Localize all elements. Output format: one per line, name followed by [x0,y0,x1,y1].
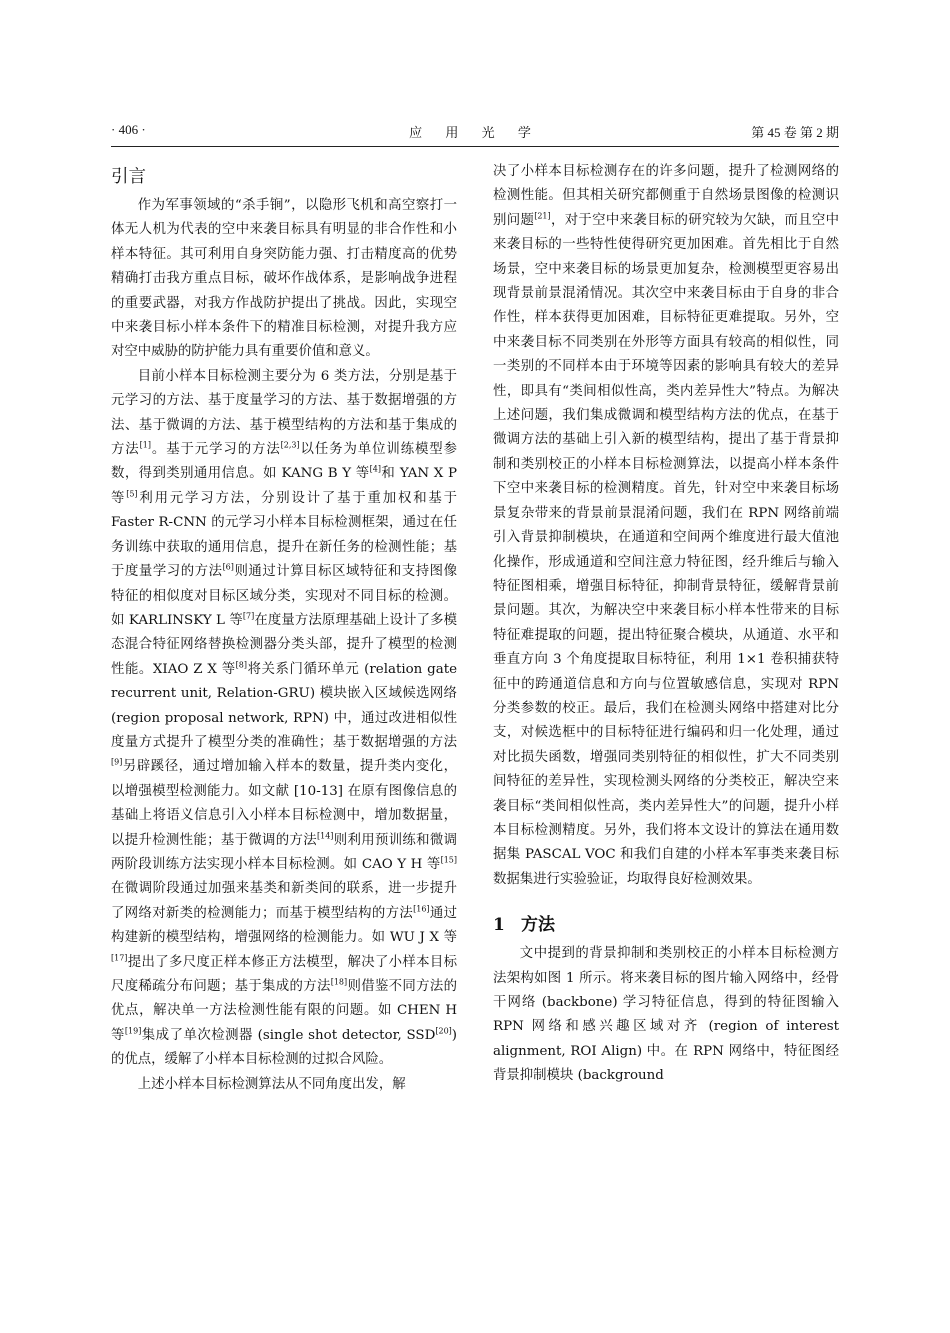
intro-paragraph-1: 作为军事领域的“杀手锏”，以隐形飞机和高空察打一体无人机为代表的空中来袭目标具有明显的非合作性和小样本特征。其可利用自身突防能力强、打击精度高的优势精确打击我方重点目标，破坏作战体系，是影响战争进程的重要武器，对我方作战防护提出了挑战。因此，实现空中来袭目标小样本条件下的精准目标检测，对提升我方应对空中威胁的防护能力具有重要价值和意义。 [111,198,457,360]
page-number: · 406 · [111,122,146,137]
citation: [6] [222,562,234,572]
citation: [19] [124,1026,142,1036]
citation: [7] [242,611,255,621]
intro-paragraph-3-continued: 决了小样本目标检测存在的许多问题，提升了检测网络的检测性能。但其相关研究都侧重于自然场景图像的检测识别问题[21]，对于空中来袭目标的研究较为欠缺，而且空中来袭目标的一些特性使得研究更加困难。首先相比于自然场景，空中来袭目标的场景更加复杂，检测模型更容易出现背景前景混淆情况。其次空中来袭目标由于自身的非合作性，样本获得更加困难，目标特征更难提取。另外，空中来袭目标不同类别在外形等方面具有较高的相似性，同一类别的不同样本由于环境等因素的影响具有较大的差异性，即具有“类间相似性高，类内差异性大”特点。为解决上述问题，我们集成微调和模型结构方法的优点，在基于微调方法的基础上引入新的模型结构，提出了基于背景抑制和类别校正的小样本目标检测算法，以提高小样本条件下空中来袭目标的检测精度。首先，针对空中来袭目标场景复杂带来的背景前景混淆问题，我们在 RPN 网络前端引入背景抑制模块，在通道和空间两个维度进行最大值池化操作，形成通道和空间注意力特征图，经升维后与输入特征图相乘，增强目标特征，抑制背景特征，缓解背景前景问题。其次，为解决空中来袭目标小样本性带来的目标特征难提取的问题，提出特征聚合模块，从通道、水平和垂直方向 3 个角度提取目标特征，利用 1×1 卷积捕获特征中的跨通道信息和方向与位置敏感信息，实现对 RPN 分类参数的校正。最后，我们在检测头网络中搭建对比分支，对候选框中的目标特征进行编码和归一化处理，通过对比损失函数，增强同类别特征的相似性，扩大不同类别间特征的差异性，实现检测头网络的分类校正，解决空来袭目标“类间相似性高，类内差异性大”的问题，提升小样本目标检测精度。另外，我们将本文设计的算法在通用数据集 PASCAL VOC 和我们自建的小样本军事类来袭目标数据集进行实验验证，均取得良好检测效果。 [493,164,840,887]
intro-heading: 引言 [111,167,146,187]
citation: [20] [435,1026,452,1036]
section-1-paragraph-1: 文中提到的背景抑制和类别校正的小样本目标检测方法架构如图 1 所示。将来袭目标的图片输入网络中，经骨干网络 (backbone) 学习特征信息，得到的特征图输入 RPN 网络和感兴趣区域对齐 (region of interest alignment, ROI Align) 中。在 RPN 网络中，特征图经背景抑制模块 (background [493,946,839,1084]
section-number: 1 [493,915,505,936]
citation: [16] [413,904,430,914]
citation: [9] [111,757,123,767]
citation: [4] [369,465,381,474]
section-1-heading [493,910,839,940]
citation: [15] [440,855,457,865]
header-rule [111,146,839,147]
citation: [2,3] [280,440,300,450]
citation: [18] [330,977,348,987]
citation: [14] [317,831,334,841]
citation: [1] [139,440,151,450]
running-header [111,122,839,144]
citation: [17] [111,953,128,963]
intro-paragraph-3-start: 上述小样本目标检测算法从不同角度出发，解 [137,1076,406,1092]
intro-paragraph-2: 目前小样本目标检测主要分为 6 类方法，分别是基于元学习的方法、基于度量学习的方法、基于数据增强的方法、基于微调的方法、基于模型结构的方法和基于集成的方法[1]。基于元学习的方法[2,3]以任务为单位训练模型参数，得到类别通用信息。如 KANG B Y 等[4]和 YAN X P 等[5]利用元学习方法，分别设计了基于重加权和基于 Faster R-CNN 的元学习小样本目标检测框架，通过在任务训练中获取的通用信息，提升在新任务的检测性能；基于度量学习的方法[6]则通过计算目标区域特征和支持图像特征的相似度对目标区域分类，实现对不同目标的检测。如 KARLINSKY L 等[7]在度量方法原理基础上设计了多模态混合特征网络替换检测器分类头部，提升了模型的检测性能。XIAO Z X 等[8]将关系门循环单元 (relation gate recurrent unit, Relation-GRU) 模块嵌入区域候选网络 (region proposal network, RPN) 中，通过改进相似性度量方式提升了模型分类的准确性；基于数据增强的方法[9]另辟蹊径，通过增加输入样本的数量，提升类内变化，以增强模型检测能力。如文献 [10-13] 在原有图像信息的基础上将语义信息引入小样本目标检测中，增加数据量，以提升检测性能；基于微调的方法[14]则利用预训练和微调两阶段训练方法实现小样本目标检测。如 CAO Y H 等[15]在微调阶段通过加强来基类和新类间的联系，进一步提升了网络对新类的检测能力；而基于模型结构的方法[16]通过构建新的模型结构，增强网络的检测能力。如 WU J X 等[17]提出了多尺度正样本修正方法模型，解决了小样本目标尺度稀疏分布问题；基于集成的方法[18]则借鉴不同方法的优点，解决单一方法检测性能有限的问题。如 CHEN H 等[19]集成了单次检测器 (single shot detector, SSD[20]) 的优点，缓解了小样本目标检测的过拟合风险。 [111,368,458,1068]
issue-info: 第 45 卷 第 2 期 [751,125,839,140]
citation: [21] [534,211,551,221]
right-column [493,160,839,1089]
left-column [111,160,457,1097]
section-title: 方法 [521,915,555,936]
citation: [8] [235,660,248,670]
citation: [5] [126,489,138,499]
journal-name: 应 用 光 学 [409,125,541,140]
